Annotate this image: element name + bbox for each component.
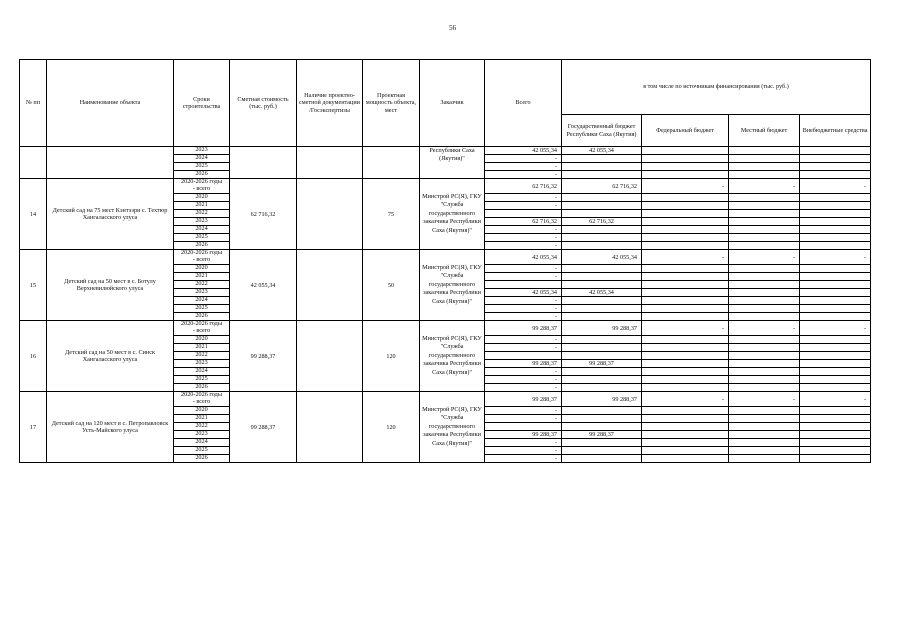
header-num: № пп bbox=[20, 60, 47, 147]
name-cell bbox=[47, 147, 174, 179]
total-cell: - bbox=[485, 415, 562, 423]
period-label: 2020-2026 годы bbox=[181, 320, 222, 328]
year-cell: 2021 bbox=[174, 202, 230, 210]
gov-cell bbox=[562, 384, 642, 392]
total-cell: - bbox=[485, 376, 562, 384]
local-cell bbox=[729, 210, 800, 218]
gov-cell bbox=[562, 163, 642, 171]
gov-cell bbox=[562, 447, 642, 455]
local-cell bbox=[729, 384, 800, 392]
local-cell bbox=[729, 313, 800, 321]
extra-cell bbox=[800, 447, 871, 455]
extra-cell bbox=[800, 234, 871, 242]
local-cell bbox=[729, 360, 800, 368]
gov-cell bbox=[562, 226, 642, 234]
federal-cell bbox=[642, 376, 729, 384]
extra-cell bbox=[800, 210, 871, 218]
period-cell bbox=[174, 179, 230, 194]
federal-cell bbox=[642, 171, 729, 179]
period-cell bbox=[174, 250, 230, 265]
year-cell: 2022 bbox=[174, 210, 230, 218]
extra-cell bbox=[800, 273, 871, 281]
total-cell: 99 288,37 bbox=[485, 392, 562, 407]
year-cell: 2024 bbox=[174, 297, 230, 305]
local-cell bbox=[729, 194, 800, 202]
year-cell: 2024 bbox=[174, 439, 230, 447]
year-cell: 2026 bbox=[174, 455, 230, 463]
local-cell bbox=[729, 423, 800, 431]
extra-cell bbox=[800, 218, 871, 226]
header-gov: Государственный бюджет Республики Саха (Якутия) bbox=[562, 115, 642, 147]
gov-cell bbox=[562, 273, 642, 281]
federal-cell bbox=[642, 368, 729, 376]
gov-cell bbox=[562, 297, 642, 305]
year-cell: 2024 bbox=[174, 368, 230, 376]
total-cell: 62 716,32 bbox=[485, 218, 562, 226]
local-cell: - bbox=[729, 321, 800, 336]
federal-cell bbox=[642, 305, 729, 313]
object-number: 17 bbox=[20, 392, 47, 463]
extra-cell bbox=[800, 368, 871, 376]
federal-cell bbox=[642, 163, 729, 171]
local-cell bbox=[729, 407, 800, 415]
object-cost: 42 055,34 bbox=[230, 250, 297, 321]
local-cell bbox=[729, 202, 800, 210]
header-name: Наименование объекта bbox=[47, 60, 174, 147]
object-capacity: 120 bbox=[363, 392, 420, 463]
federal-cell bbox=[642, 194, 729, 202]
total-cell bbox=[485, 281, 562, 289]
local-cell bbox=[729, 336, 800, 344]
header-extra: Внебюджетные средства bbox=[800, 115, 871, 147]
extra-cell: - bbox=[800, 250, 871, 265]
year-cell: 2026 bbox=[174, 313, 230, 321]
local-cell bbox=[729, 163, 800, 171]
local-cell: - bbox=[729, 392, 800, 407]
federal-cell bbox=[642, 242, 729, 250]
year-cell: 2025 bbox=[174, 447, 230, 455]
gov-cell bbox=[562, 368, 642, 376]
year-cell: 2025 bbox=[174, 376, 230, 384]
local-cell bbox=[729, 297, 800, 305]
gov-cell: 99 288,37 bbox=[562, 392, 642, 407]
gov-cell bbox=[562, 439, 642, 447]
year-cell: 2022 bbox=[174, 281, 230, 289]
federal-cell bbox=[642, 210, 729, 218]
local-cell bbox=[729, 352, 800, 360]
total-cell: 62 716,32 bbox=[485, 179, 562, 194]
header-local: Местный бюджет bbox=[729, 115, 800, 147]
year-cell: 2022 bbox=[174, 352, 230, 360]
total-cell: - bbox=[485, 297, 562, 305]
gov-cell bbox=[562, 344, 642, 352]
total-cell: - bbox=[485, 226, 562, 234]
gov-cell bbox=[562, 234, 642, 242]
year-cell: 2026 bbox=[174, 171, 230, 179]
total-cell bbox=[485, 352, 562, 360]
total-cell: - bbox=[485, 202, 562, 210]
period-label: 2020-2026 годы bbox=[181, 178, 222, 186]
gov-cell bbox=[562, 265, 642, 273]
object-name: Детский сад на 50 мест в с. Синск Хангаласского улуса bbox=[47, 321, 174, 392]
federal-cell bbox=[642, 360, 729, 368]
period-total-label: - всего bbox=[192, 185, 211, 192]
federal-cell bbox=[642, 431, 729, 439]
federal-cell bbox=[642, 218, 729, 226]
gov-cell bbox=[562, 423, 642, 431]
year-cell: 2023 bbox=[174, 360, 230, 368]
local-cell bbox=[729, 234, 800, 242]
local-cell bbox=[729, 273, 800, 281]
extra-cell bbox=[800, 297, 871, 305]
local-cell bbox=[729, 415, 800, 423]
local-cell bbox=[729, 289, 800, 297]
total-cell: - bbox=[485, 368, 562, 376]
table-row bbox=[20, 321, 871, 336]
federal-cell bbox=[642, 226, 729, 234]
federal-cell bbox=[642, 281, 729, 289]
gov-cell bbox=[562, 336, 642, 344]
object-cost: 62 716,32 bbox=[230, 179, 297, 250]
header-sources: в том числе по источникам финансирования (тыс. руб.) bbox=[562, 60, 871, 115]
gov-cell bbox=[562, 242, 642, 250]
federal-cell: - bbox=[642, 179, 729, 194]
federal-cell bbox=[642, 352, 729, 360]
total-cell: 99 288,37 bbox=[485, 360, 562, 368]
total-cell: - bbox=[485, 305, 562, 313]
extra-cell bbox=[800, 360, 871, 368]
local-cell bbox=[729, 344, 800, 352]
total-cell: - bbox=[485, 273, 562, 281]
table-row bbox=[20, 392, 871, 407]
federal-cell bbox=[642, 415, 729, 423]
federal-cell bbox=[642, 336, 729, 344]
total-cell: - bbox=[485, 313, 562, 321]
federal-cell bbox=[642, 147, 729, 155]
object-cost: 99 288,37 bbox=[230, 321, 297, 392]
docs-cell bbox=[297, 147, 363, 179]
federal-cell bbox=[642, 344, 729, 352]
federal-cell: - bbox=[642, 250, 729, 265]
object-customer: Минстрой РС(Я), ГКУ "Служба государственного заказчика Республики Саха (Якутия)" bbox=[420, 392, 485, 463]
extra-cell bbox=[800, 415, 871, 423]
year-cell: 2020 bbox=[174, 336, 230, 344]
total-cell: - bbox=[485, 336, 562, 344]
local-cell bbox=[729, 447, 800, 455]
capacity-cell bbox=[363, 147, 420, 179]
federal-cell bbox=[642, 155, 729, 163]
extra-cell bbox=[800, 202, 871, 210]
year-cell: 2024 bbox=[174, 226, 230, 234]
local-cell bbox=[729, 218, 800, 226]
gov-cell bbox=[562, 376, 642, 384]
extra-cell bbox=[800, 242, 871, 250]
local-cell bbox=[729, 368, 800, 376]
period-label: 2020-2026 годы bbox=[181, 249, 222, 257]
object-name: Детский сад на 75 мест Кэнтээри с. Техтюр Хангаласского улуса bbox=[47, 179, 174, 250]
page-number: 56 bbox=[449, 24, 456, 32]
year-cell: 2020 bbox=[174, 194, 230, 202]
total-cell: - bbox=[485, 242, 562, 250]
gov-cell bbox=[562, 407, 642, 415]
local-cell bbox=[729, 265, 800, 273]
total-cell: - bbox=[485, 344, 562, 352]
extra-cell bbox=[800, 336, 871, 344]
header-docs: Наличие проектно-сметной документации /Госэкспертизы bbox=[297, 60, 363, 147]
gov-cell bbox=[562, 155, 642, 163]
object-capacity: 120 bbox=[363, 321, 420, 392]
financing-table bbox=[19, 59, 871, 463]
year-cell: 2021 bbox=[174, 273, 230, 281]
local-cell bbox=[729, 376, 800, 384]
header-federal: Федеральный бюджет bbox=[642, 115, 729, 147]
extra-cell bbox=[800, 305, 871, 313]
federal-cell bbox=[642, 313, 729, 321]
extra-cell bbox=[800, 407, 871, 415]
gov-cell bbox=[562, 202, 642, 210]
gov-cell: 99 288,37 bbox=[562, 431, 642, 439]
docs-cell bbox=[297, 250, 363, 321]
total-cell bbox=[485, 210, 562, 218]
extra-cell: - bbox=[800, 179, 871, 194]
year-cell: 2020 bbox=[174, 407, 230, 415]
gov-cell bbox=[562, 455, 642, 463]
year-cell: 2020 bbox=[174, 265, 230, 273]
period-total-label: - всего bbox=[192, 398, 211, 405]
period-total-label: - всего bbox=[192, 256, 211, 263]
extra-cell bbox=[800, 455, 871, 463]
total-cell: 42 055,34 bbox=[485, 147, 562, 155]
docs-cell bbox=[297, 392, 363, 463]
gov-cell: 62 716,32 bbox=[562, 218, 642, 226]
gov-cell: 42 055,34 bbox=[562, 147, 642, 155]
year-cell: 2023 bbox=[174, 289, 230, 297]
cost-cell bbox=[230, 147, 297, 179]
total-cell: - bbox=[485, 265, 562, 273]
year-cell: 2025 bbox=[174, 305, 230, 313]
customer-cell: Республики Саха (Якутия)" bbox=[420, 147, 485, 179]
gov-cell bbox=[562, 415, 642, 423]
object-number: 16 bbox=[20, 321, 47, 392]
extra-cell: - bbox=[800, 321, 871, 336]
total-cell: 42 055,34 bbox=[485, 250, 562, 265]
extra-cell bbox=[800, 194, 871, 202]
table-row bbox=[20, 250, 871, 265]
total-cell: - bbox=[485, 447, 562, 455]
total-cell: - bbox=[485, 194, 562, 202]
federal-cell: - bbox=[642, 392, 729, 407]
federal-cell: - bbox=[642, 321, 729, 336]
local-cell bbox=[729, 226, 800, 234]
table-row bbox=[20, 147, 871, 155]
gov-cell bbox=[562, 352, 642, 360]
local-cell bbox=[729, 147, 800, 155]
gov-cell bbox=[562, 305, 642, 313]
extra-cell bbox=[800, 431, 871, 439]
header-terms: Сроки строительства bbox=[174, 60, 230, 147]
extra-cell bbox=[800, 171, 871, 179]
year-cell: 2023 bbox=[174, 218, 230, 226]
object-number: 14 bbox=[20, 179, 47, 250]
extra-cell: - bbox=[800, 392, 871, 407]
docs-cell bbox=[297, 179, 363, 250]
federal-cell bbox=[642, 384, 729, 392]
total-cell bbox=[485, 423, 562, 431]
extra-cell bbox=[800, 147, 871, 155]
year-cell: 2023 bbox=[174, 431, 230, 439]
gov-cell bbox=[562, 281, 642, 289]
extra-cell bbox=[800, 352, 871, 360]
total-cell: - bbox=[485, 163, 562, 171]
object-cost: 99 288,37 bbox=[230, 392, 297, 463]
year-cell: 2023 bbox=[174, 147, 230, 155]
year-cell: 2021 bbox=[174, 415, 230, 423]
total-cell: - bbox=[485, 407, 562, 415]
federal-cell bbox=[642, 447, 729, 455]
period-label: 2020-2026 годы bbox=[181, 391, 222, 399]
total-cell: - bbox=[485, 439, 562, 447]
gov-cell bbox=[562, 313, 642, 321]
extra-cell bbox=[800, 439, 871, 447]
object-number: 15 bbox=[20, 250, 47, 321]
header-capacity: Проектная мощность объекта, мест bbox=[363, 60, 420, 147]
object-customer: Минстрой РС(Я), ГКУ "Служба государственного заказчика Республики Саха (Якутия)" bbox=[420, 321, 485, 392]
year-cell: 2026 bbox=[174, 242, 230, 250]
docs-cell bbox=[297, 321, 363, 392]
local-cell bbox=[729, 305, 800, 313]
extra-cell bbox=[800, 265, 871, 273]
table-body bbox=[20, 147, 871, 463]
federal-cell bbox=[642, 289, 729, 297]
extra-cell bbox=[800, 313, 871, 321]
federal-cell bbox=[642, 297, 729, 305]
extra-cell bbox=[800, 344, 871, 352]
year-cell: 2021 bbox=[174, 344, 230, 352]
federal-cell bbox=[642, 273, 729, 281]
total-cell: - bbox=[485, 384, 562, 392]
total-cell: - bbox=[485, 234, 562, 242]
total-cell: - bbox=[485, 171, 562, 179]
period-cell bbox=[174, 392, 230, 407]
local-cell bbox=[729, 281, 800, 289]
total-cell: 42 055,34 bbox=[485, 289, 562, 297]
gov-cell bbox=[562, 194, 642, 202]
gov-cell: 42 055,34 bbox=[562, 250, 642, 265]
total-cell: 99 288,37 bbox=[485, 321, 562, 336]
gov-cell: 99 288,37 bbox=[562, 321, 642, 336]
header-customer: Заказчик bbox=[420, 60, 485, 147]
object-name: Детский сад на 120 мест в с. Петропавловск Усть-Майского улуса bbox=[47, 392, 174, 463]
federal-cell bbox=[642, 455, 729, 463]
object-capacity: 75 bbox=[363, 179, 420, 250]
extra-cell bbox=[800, 281, 871, 289]
local-cell bbox=[729, 171, 800, 179]
total-cell: - bbox=[485, 455, 562, 463]
header-cost: Сметная стоимость (тыс. руб.) bbox=[230, 60, 297, 147]
year-cell: 2024 bbox=[174, 155, 230, 163]
local-cell bbox=[729, 155, 800, 163]
extra-cell bbox=[800, 384, 871, 392]
local-cell: - bbox=[729, 179, 800, 194]
extra-cell bbox=[800, 289, 871, 297]
object-customer: Минстрой РС(Я), ГКУ "Служба государственного заказчика Республики Саха (Якутия)" bbox=[420, 179, 485, 250]
extra-cell bbox=[800, 423, 871, 431]
gov-cell: 42 055,34 bbox=[562, 289, 642, 297]
table-row bbox=[20, 179, 871, 194]
object-customer: Минстрой РС(Я), ГКУ "Служба государственного заказчика Республики Саха (Якутия)" bbox=[420, 250, 485, 321]
federal-cell bbox=[642, 202, 729, 210]
local-cell bbox=[729, 242, 800, 250]
extra-cell bbox=[800, 226, 871, 234]
year-cell: 2025 bbox=[174, 234, 230, 242]
gov-cell: 62 716,32 bbox=[562, 179, 642, 194]
federal-cell bbox=[642, 234, 729, 242]
extra-cell bbox=[800, 155, 871, 163]
total-cell: - bbox=[485, 155, 562, 163]
local-cell bbox=[729, 431, 800, 439]
total-cell: 99 288,37 bbox=[485, 431, 562, 439]
extra-cell bbox=[800, 376, 871, 384]
header-total: Всего bbox=[485, 60, 562, 147]
federal-cell bbox=[642, 407, 729, 415]
num-cell bbox=[20, 147, 47, 179]
year-cell: 2025 bbox=[174, 163, 230, 171]
federal-cell bbox=[642, 439, 729, 447]
period-total-label: - всего bbox=[192, 327, 211, 334]
extra-cell bbox=[800, 163, 871, 171]
year-cell: 2026 bbox=[174, 384, 230, 392]
federal-cell bbox=[642, 423, 729, 431]
federal-cell bbox=[642, 265, 729, 273]
gov-cell bbox=[562, 210, 642, 218]
period-cell bbox=[174, 321, 230, 336]
object-name: Детский сад на 50 мест в с. Ботулу Верхневилюйского улуса bbox=[47, 250, 174, 321]
local-cell bbox=[729, 455, 800, 463]
gov-cell: 99 288,37 bbox=[562, 360, 642, 368]
object-capacity: 50 bbox=[363, 250, 420, 321]
gov-cell bbox=[562, 171, 642, 179]
local-cell bbox=[729, 439, 800, 447]
year-cell: 2022 bbox=[174, 423, 230, 431]
local-cell: - bbox=[729, 250, 800, 265]
